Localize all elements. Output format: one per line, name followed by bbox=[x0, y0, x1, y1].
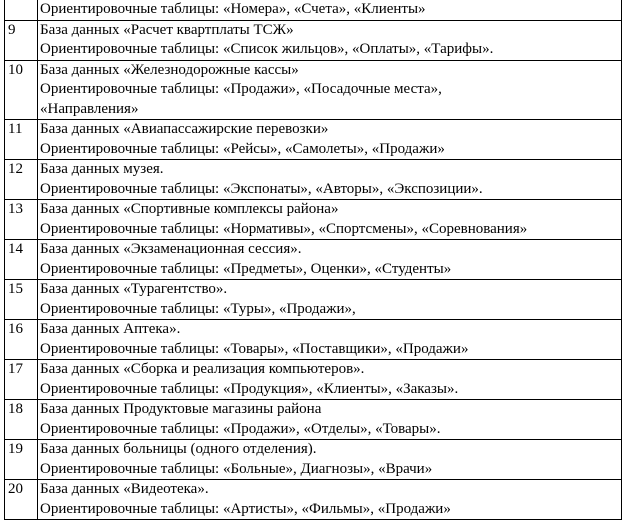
tables-description: Ориентировочные таблицы: «Товары», «Поставщики», «Продажи» bbox=[40, 340, 469, 357]
row-description-cell bbox=[38, 360, 622, 400]
table-row bbox=[5, 360, 622, 400]
database-title: База данных «Авиапассажирские перевозки» bbox=[40, 121, 329, 137]
tables-description: Ориентировочные таблицы: «Номера», «Счета», «Клиенты» bbox=[40, 1, 426, 17]
row-number-cell: 18 bbox=[5, 400, 38, 440]
tables-description: Ориентировочные таблицы: «Больные», Диагнозы», «Врачи» bbox=[40, 460, 433, 477]
row-description-cell bbox=[38, 0, 622, 20]
database-title: База данных Аптека». bbox=[40, 321, 181, 337]
row-number-cell: 14 bbox=[5, 240, 38, 280]
table-row bbox=[5, 400, 622, 440]
table-row bbox=[5, 320, 622, 360]
row-description-cell bbox=[38, 20, 622, 60]
tables-description: Ориентировочные таблицы: «Продажи», «Отделы», «Товары». bbox=[40, 420, 441, 437]
row-description-cell bbox=[38, 120, 622, 160]
table-row bbox=[5, 120, 622, 160]
tables-description: Ориентировочные таблицы: «Продажи», «Посадочные места», bbox=[40, 81, 442, 97]
table-row bbox=[5, 160, 622, 200]
row-number-cell: 12 bbox=[5, 160, 38, 200]
row-description-cell bbox=[38, 200, 622, 240]
table-row bbox=[5, 60, 622, 120]
tables-description: Ориентировочные таблицы: «Список жильцов», «Оплаты», «Тарифы». bbox=[40, 41, 494, 57]
row-description-cell bbox=[38, 400, 622, 440]
database-title: База данных «Спортивные комплексы района» bbox=[40, 201, 339, 217]
row-number-cell: 13 bbox=[5, 200, 38, 240]
row-number-cell: 19 bbox=[5, 440, 38, 480]
row-description-cell bbox=[38, 160, 622, 200]
row-description-cell bbox=[38, 440, 622, 480]
database-title: База данных музея. bbox=[40, 161, 164, 177]
tables-description: Ориентировочные таблицы: «Туры», «Продажи», bbox=[40, 300, 356, 317]
table-row bbox=[5, 0, 622, 20]
row-number-cell: 9 bbox=[5, 20, 38, 60]
tables-description: Ориентировочные таблицы: «Продукция», «Клиенты», «Заказы». bbox=[40, 380, 459, 397]
row-number-cell: 16 bbox=[5, 320, 38, 360]
table-row bbox=[5, 280, 622, 320]
database-title: База данных «Расчет квартплаты ТСЖ» bbox=[40, 21, 294, 38]
database-title: База данных «Турагентство». bbox=[40, 281, 228, 297]
tables-description: Ориентировочные таблицы: «Предметы», Оценки», «Студенты» bbox=[40, 260, 452, 277]
row-number-cell: 10 bbox=[5, 60, 38, 120]
row-number-cell bbox=[5, 0, 38, 20]
row-description-cell bbox=[38, 320, 622, 360]
tables-description: Ориентировочные таблицы: «Нормативы», «Спортсмены», «Соревнования» bbox=[40, 220, 528, 237]
database-title: База данных Продуктовые магазины района bbox=[40, 401, 322, 417]
tables-description: «Направления» bbox=[40, 100, 139, 117]
tables-description: Ориентировочные таблицы: «Артисты», «Фильмы», «Продажи» bbox=[40, 500, 451, 517]
row-description-cell bbox=[38, 240, 622, 280]
table-row bbox=[5, 240, 622, 280]
database-title: База данных «Железнодорожные кассы» bbox=[40, 61, 299, 78]
row-number-cell: 20 bbox=[5, 480, 38, 520]
database-title: База данных «Видеотека». bbox=[40, 481, 209, 497]
row-description-cell bbox=[38, 60, 622, 120]
database-title: База данных больницы (одного отделения). bbox=[40, 441, 317, 457]
table-row bbox=[5, 480, 622, 520]
row-description-cell bbox=[38, 480, 622, 520]
row-number-cell: 17 bbox=[5, 360, 38, 400]
database-title: База данных «Сборка и реализация компьютеров». bbox=[40, 361, 365, 377]
tables-description: Ориентировочные таблицы: «Рейсы», «Самолеты», «Продажи» bbox=[40, 140, 445, 157]
table-row bbox=[5, 440, 622, 480]
variants-table-body bbox=[5, 0, 622, 520]
table-row bbox=[5, 20, 622, 60]
row-number-cell: 15 bbox=[5, 280, 38, 320]
variants-table bbox=[4, 0, 622, 520]
row-description-cell bbox=[38, 280, 622, 320]
row-number-cell: 11 bbox=[5, 120, 38, 160]
database-title: База данных «Экзаменационная сессия». bbox=[40, 241, 302, 257]
table-row bbox=[5, 200, 622, 240]
tables-description: Ориентировочные таблицы: «Экспонаты», «Авторы», «Экспозиции». bbox=[40, 180, 483, 197]
